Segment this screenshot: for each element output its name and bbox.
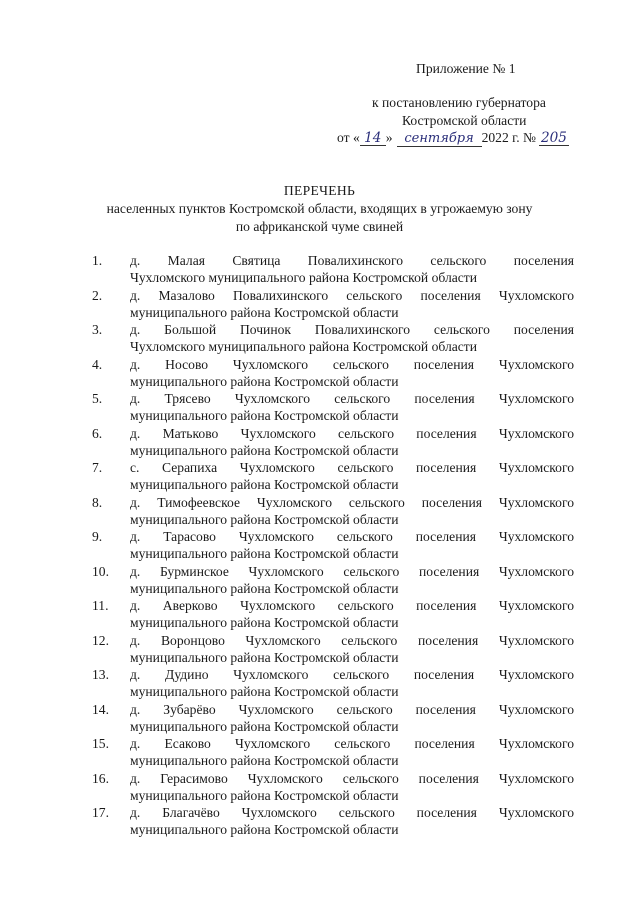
item-number: 17. — [92, 805, 109, 820]
item-text-line2: муниципального района Костромской области — [130, 615, 399, 630]
document-subtitle-line2: по африканской чуме свиней — [235, 219, 404, 234]
date-mid: » — [385, 130, 393, 145]
list-item — [0, 564, 639, 599]
item-number: 12. — [92, 632, 109, 648]
date-year: 2022 г. № — [481, 130, 536, 145]
item-text-line2: муниципального района Костромской области — [130, 408, 399, 423]
item-number: 2. — [92, 287, 103, 303]
item-text-line1: д. Трясево Чухломского сельского поселения Чухломского — [130, 391, 574, 406]
item-number: 4. — [92, 356, 103, 372]
item-text-line1: д. Большой Починок Повалихинского сельского поселения — [130, 322, 574, 337]
item-text-line2: муниципального района Костромской области — [130, 580, 399, 596]
item-text-line1: д. Герасимово Чухломского сельского поселения Чухломского — [130, 770, 574, 786]
item-text-line1: д. Есаково Чухломского сельского поселения Чухломского — [130, 736, 574, 751]
resolution-region: Костромской области — [402, 113, 527, 128]
item-text-line2: муниципального района Костромской области — [130, 787, 399, 803]
item-text-line1: д. Благачёво Чухломского сельского поселения Чухломского — [130, 805, 574, 820]
item-text-line2: Чухломского муниципального района Костромской области — [130, 270, 478, 285]
item-text-line1: д. Зубарёво Чухломского сельского поселения Чухломского — [130, 701, 574, 717]
item-text-line1: д. Тарасово Чухломского сельского поселения Чухломского — [130, 529, 574, 544]
resolution-date-line — [337, 130, 569, 147]
item-text-line2: муниципального района Костромской области — [130, 511, 399, 527]
item-number: 10. — [92, 563, 109, 579]
list-item — [0, 736, 639, 771]
list-item — [0, 495, 639, 530]
appendix-label: Приложение № 1 — [416, 61, 516, 76]
item-text-line1: с. Серапиха Чухломского сельского поселения Чухломского — [130, 460, 574, 475]
item-number: 16. — [92, 770, 109, 786]
item-number: 11. — [92, 598, 109, 613]
item-text-line1: д. Бурминское Чухломского сельского поселения Чухломского — [130, 563, 574, 579]
resolution-reference: к постановлению губернатора — [372, 95, 546, 110]
item-text-line2: муниципального района Костромской области — [130, 546, 399, 561]
item-text-line1: д. Воронцово Чухломского сельского поселения Чухломского — [130, 632, 574, 648]
document-number-handwritten: 205 — [539, 131, 569, 146]
item-text-line2: муниципального района Костромской области — [130, 477, 399, 492]
settlements-list — [0, 253, 639, 840]
list-item — [0, 357, 639, 392]
item-number: 7. — [92, 460, 103, 475]
item-text-line1: д. Мазалово Повалихинского сельского поселения Чухломского — [130, 287, 574, 303]
item-number: 8. — [92, 494, 103, 510]
item-number: 14. — [92, 701, 109, 717]
list-item — [0, 771, 639, 806]
item-text-line2: Чухломского муниципального района Костромской области — [130, 339, 478, 354]
item-number: 1. — [92, 253, 103, 268]
list-item — [0, 322, 639, 357]
list-item — [0, 460, 639, 495]
item-text-line2: муниципального района Костромской области — [130, 753, 399, 768]
list-item — [0, 633, 639, 668]
list-item — [0, 426, 639, 461]
item-text-line1: д. Тимофеевское Чухломского сельского поселения Чухломского — [130, 494, 574, 510]
list-item — [0, 253, 639, 288]
item-text-line2: муниципального района Костромской области — [130, 718, 399, 734]
item-number: 15. — [92, 736, 109, 751]
item-text-line1: д. Малая Святица Повалихинского сельского поселения — [130, 253, 574, 268]
list-item — [0, 702, 639, 737]
list-item — [0, 598, 639, 633]
date-prefix: от « — [337, 130, 360, 145]
item-text-line2: муниципального района Костромской области — [130, 442, 399, 458]
item-text-line2: муниципального района Костромской области — [130, 649, 399, 665]
item-text-line1: д. Дудино Чухломского сельского поселения Чухломского — [130, 667, 574, 682]
item-number: 13. — [92, 667, 109, 682]
item-text-line1: д. Носово Чухломского сельского поселения Чухломского — [130, 356, 574, 372]
document-title: ПЕРЕЧЕНЬ — [283, 183, 356, 198]
date-day-handwritten: 14 — [360, 131, 386, 146]
item-number: 3. — [92, 322, 103, 337]
date-month-handwritten: сентября — [397, 132, 482, 147]
item-number: 9. — [92, 529, 103, 544]
item-text-line1: д. Аверково Чухломского сельского поселения Чухломского — [130, 598, 574, 613]
item-text-line2: муниципального района Костромской области — [130, 684, 399, 699]
item-text-line2: муниципального района Костромской области — [130, 304, 399, 320]
list-item — [0, 805, 639, 840]
item-text-line1: д. Матьково Чухломского сельского поселения Чухломского — [130, 425, 574, 441]
item-number: 6. — [92, 425, 103, 441]
document-subtitle-line1: населенных пунктов Костромской области, входящих в угрожаемую зону — [106, 201, 533, 216]
item-text-line2: муниципального района Костромской области — [130, 373, 399, 389]
item-text-line2: муниципального района Костромской области — [130, 822, 399, 837]
item-number: 5. — [92, 391, 103, 406]
list-item — [0, 391, 639, 426]
list-item — [0, 529, 639, 564]
list-item — [0, 288, 639, 323]
list-item — [0, 667, 639, 702]
